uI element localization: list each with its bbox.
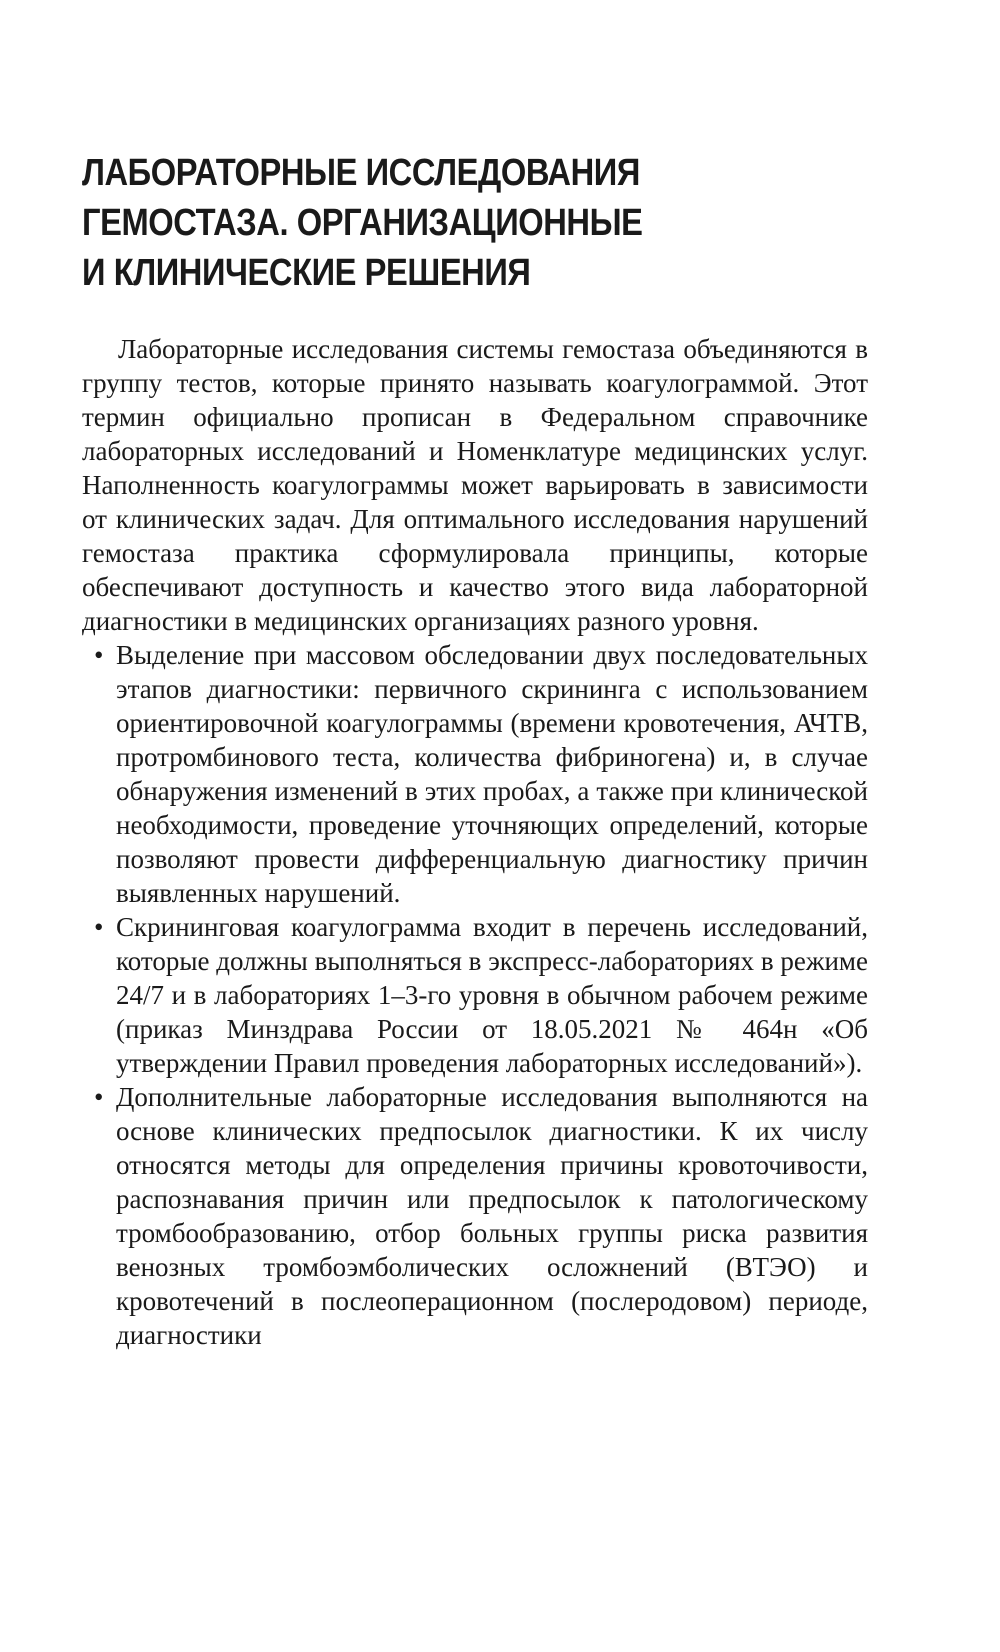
intro-paragraph: Лабораторные исследования системы гемостаза объединяются в группу тестов, которые принято называть коагулограммой. Этот термин официально прописан в Федеральном справочнике лабораторных исследований и Номенклатуре медицинских услуг. Наполненность коагулограммы может варьировать в зависимости от клинических задач. Для оптимального исследования нарушений гемостаза практика сформулировала принципы, которые обеспечивают доступность и качество этого вида лабораторной диагностики в медицинских организациях разного уровня.	[82, 334, 868, 636]
list-item-text: Скрининговая коагулограмма входит в перечень исследований, которые должны выполняться в экспресс-лабораториях в режиме 24/7 и в лабораториях 1–3-го уровня в обычном рабочем режиме (приказ Минздрава России от 18.05.2021 № 464н «Об утверждении Правил проведения лабораторных исследований»).	[116, 912, 868, 1078]
list-item-text: Дополнительные лабораторные исследования выполняются на основе клинических предпосылок диагностики. К их числу относятся методы для определения причины кровоточивости, распознавания причин или предпосылок к патологическому тромбообразованию, отбор больных группы риска развития венозных тромбоэмболических осложнений (ВТЭО) и кровотечений в послеоперационном (послеродовом) периоде, диагностики	[116, 1082, 868, 1350]
section-title-line: И КЛИНИЧЕСКИЕ РЕШЕНИЯ	[82, 252, 531, 294]
body-text	[82, 332, 868, 1352]
section-title-line: ГЕМОСТАЗА. ОРГАНИЗАЦИОННЫЕ	[82, 202, 643, 244]
section-title	[82, 148, 856, 298]
section-title-line: ЛАБОРАТОРНЫЕ ИССЛЕДОВАНИЯ	[82, 152, 640, 194]
list-item	[82, 638, 868, 910]
document-page	[82, 148, 868, 1352]
list-item	[82, 1080, 868, 1352]
principles-list	[82, 638, 868, 1352]
list-item-text: Выделение при массовом обследовании двух последовательных этапов диагностики: первичного скрининга с использованием ориентировочной коагулограммы (времени кровотечения, АЧТВ, протромбинового теста, количества фибриногена) и, в случае обнаружения изменений в этих пробах, а также при клинической необходимости, проведение уточняющих определений, которые позволяют провести дифференциальную диагностику причин выявленных нарушений.	[116, 640, 868, 908]
bullet-icon: •	[94, 640, 104, 670]
bullet-icon: •	[94, 1082, 104, 1112]
bullet-icon: •	[94, 912, 104, 942]
list-item	[82, 910, 868, 1080]
